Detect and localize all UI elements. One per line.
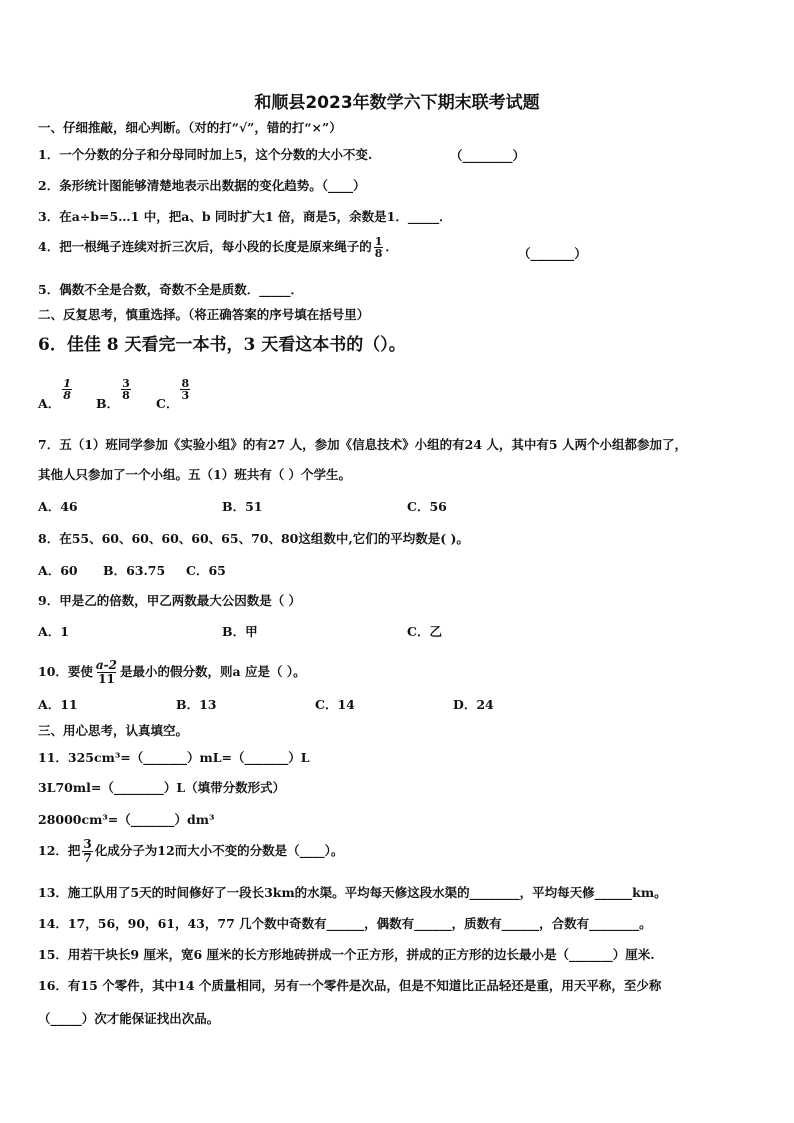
question-11-line-2: 3L70ml=（________）L（填带分数形式）	[38, 780, 286, 795]
section-3-heading: 三、用心思考，认真填空。	[38, 723, 189, 738]
question-1-answer-blank: （________）	[450, 148, 526, 163]
option-c-fraction	[180, 378, 190, 401]
question-9-option-b: B．甲	[222, 624, 258, 639]
question-8: 8．在55、60、60、60、60、65、70、80这组数中,它们的平均数是( )。	[38, 531, 469, 546]
question-9: 9．甲是乙的倍数，甲乙两数最大公因数是（ ）	[38, 593, 302, 608]
fraction-denominator: 8	[63, 389, 71, 402]
fraction-numerator: 8	[181, 377, 190, 390]
question-10-option-c: C．14	[315, 697, 355, 712]
question-2: 2．条形统计图能够清楚地表示出数据的变化趋势。（____）	[38, 178, 366, 193]
fraction-denominator: 7	[83, 851, 92, 865]
option-b-fraction	[121, 378, 131, 401]
question-6: 6．佳佳 8 天看完一本书，3 天看这本书的（）。	[38, 335, 406, 355]
question-12-suffix: 化成分子为12而大小不变的分数是（____）。	[94, 843, 344, 858]
question-14: 14．17，56，90，61，43，77 几个数中奇数有______，偶数有______，质数有______，合数有________。	[38, 916, 652, 931]
question-10	[38, 659, 306, 686]
question-4-answer-blank: （_______）	[518, 246, 587, 261]
fraction-numerator: 1	[374, 235, 383, 248]
question-8-option-c: C．65	[186, 563, 226, 578]
question-12-prefix: 12．把	[38, 843, 81, 858]
question-4-text: 4．把一根绳子连续对折三次后，每小段的长度是原来绳子的	[38, 239, 372, 254]
option-label: A．	[38, 396, 61, 411]
question-12-fraction	[82, 838, 92, 865]
section-1-heading: 一、仔细推敲，细心判断。（对的打“√”，错的打“×”）	[38, 120, 342, 135]
fraction-denominator: 8	[122, 389, 130, 402]
fraction-denominator: 11	[98, 672, 115, 686]
question-6-option-c	[156, 377, 192, 411]
question-9-option-a: A．1	[38, 624, 69, 639]
fraction-numerator: 3	[122, 377, 130, 390]
question-7-option-a: A．46	[38, 499, 78, 514]
option-label: C．	[156, 396, 179, 411]
option-label: B．	[96, 396, 120, 411]
option-a-fraction	[62, 378, 72, 401]
question-10-prefix: 10．要使	[38, 664, 93, 679]
question-7-line-1: 7．五（1）班同学参加《实验小组》的有27 人，参加《信息技术》小组的有24 人，其中有5 人两个小组都参加了，	[38, 437, 687, 452]
question-16-line-2: （_____）次才能保证找出次品。	[38, 1011, 220, 1026]
question-10-option-b: B．13	[176, 697, 217, 712]
question-4-fraction	[374, 236, 384, 259]
question-5: 5．偶数不全是合数，奇数不全是质数．_____．	[38, 282, 303, 297]
fraction-numerator: 3	[83, 837, 92, 851]
question-8-option-a: A．60	[38, 563, 78, 578]
question-16-line-1: 16．有15 个零件，其中14 个质量相同，另有一个零件是次品，但是不知道比正品轻还是重，用天平称，至少称	[38, 978, 662, 993]
fraction-denominator: 3	[181, 389, 190, 402]
question-6-option-a	[38, 377, 74, 411]
question-6-option-b	[96, 377, 133, 411]
question-10-fraction	[95, 659, 118, 686]
question-4-tail: ．	[385, 239, 398, 254]
question-3: 3．在a÷b=5…1 中，把a、b 同时扩大1 倍，商是5，余数是1．_____．	[38, 209, 452, 224]
question-10-option-a: A．11	[38, 697, 78, 712]
question-1: 1．一个分数的分子和分母同时加上5，这个分数的大小不变.	[38, 147, 373, 162]
question-9-option-c: C．乙	[407, 624, 442, 639]
question-4	[38, 236, 398, 259]
question-10-option-d: D．24	[453, 697, 494, 712]
question-11-line-3: 28000cm³=（_______）dm³	[38, 812, 215, 827]
question-11-line-1: 11．325cm³=（_______）mL=（_______）L	[38, 750, 310, 765]
question-7-line-2: 其他人只参加了一个小组。五（1）班共有（ ）个学生。	[38, 467, 352, 482]
question-8-option-b: B．63.75	[103, 563, 166, 578]
question-15: 15．用若干块长9 厘米，宽6 厘米的长方形地砖拼成一个正方形，拼成的正方形的边长最小是（_______）厘米.	[38, 947, 655, 962]
section-2-heading: 二、反复思考，慎重选择。（将正确答案的序号填在括号里）	[38, 307, 370, 322]
page-title: 和顺县2023年数学六下期末联考试题	[254, 93, 540, 113]
fraction-denominator: 8	[374, 247, 383, 260]
question-7-option-c: C．56	[407, 499, 447, 514]
question-13: 13．施工队用了5天的时间修好了一段长3km的水渠。平均每天修这段水渠的________，平均每天修______km。	[38, 885, 667, 900]
question-10-suffix: 是最小的假分数，则a 应是（ ）。	[120, 664, 306, 679]
fraction-numerator: a-2	[95, 658, 118, 672]
question-7-option-b: B．51	[222, 499, 263, 514]
fraction-numerator: 1	[63, 377, 71, 390]
question-12	[38, 838, 343, 865]
